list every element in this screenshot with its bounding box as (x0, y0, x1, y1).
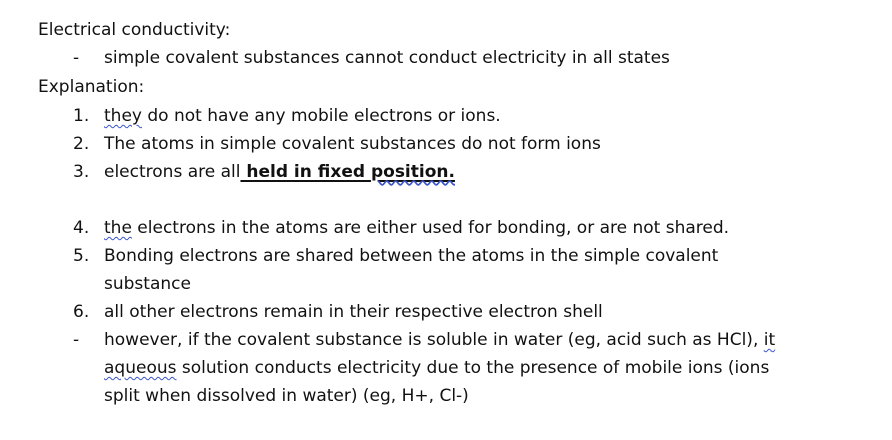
spelling-flag: they (104, 106, 142, 126)
spelling-flag: the (104, 218, 132, 238)
list-item-1 (104, 103, 501, 129)
list-item-2: The atoms in simple covalent substances do not form ions (104, 134, 601, 154)
point-simple-covalent: simple covalent substances cannot conduct electricity in all states (104, 48, 670, 68)
list-item-4 (104, 215, 729, 241)
however-line-2-text: solution conducts electricity due to the presence of mobile ions (ions (176, 358, 770, 378)
emphasis-text: held in fixed (240, 162, 371, 182)
however-line-1 (104, 327, 775, 353)
list-marker-5: 5. (73, 246, 90, 266)
list-marker-2: 2. (73, 134, 90, 154)
list-item-3 (104, 159, 455, 185)
however-line-1-text: however, if the covalent substance is soluble in water (eg, acid such as HCl), (104, 330, 764, 350)
list-item-4-rest: electrons in the atoms are either used for bonding, or are not shared. (131, 218, 730, 238)
emphasis-held-fixed (240, 162, 455, 182)
spelling-flag: aqueous (104, 358, 177, 378)
spelling-flag: position. (370, 162, 455, 182)
spelling-flag: it (763, 330, 776, 350)
list-marker-6: 6. (73, 302, 90, 322)
heading-electrical-conductivity: Electrical conductivity: (38, 20, 231, 40)
list-item-1-rest: do not have any mobile electrons or ions. (141, 106, 501, 126)
list-item-6: all other electrons remain in their respective electron shell (104, 302, 603, 322)
heading-explanation: Explanation: (38, 77, 145, 97)
list-marker-3: 3. (73, 162, 90, 182)
list-marker-4: 4. (73, 218, 90, 238)
dash-bullet-marker: - (73, 48, 80, 68)
list-item-5-line-2: substance (104, 274, 191, 294)
however-line-3: split when dissolved in water) (eg, H+, Cl-) (104, 386, 469, 406)
list-marker-1: 1. (73, 106, 90, 126)
however-line-2 (104, 355, 769, 381)
list-item-5-line-1: Bonding electrons are shared between the atoms in the simple covalent (104, 246, 719, 266)
dash-bullet-marker: - (73, 330, 80, 350)
list-item-3-start: electrons are all (104, 162, 241, 182)
